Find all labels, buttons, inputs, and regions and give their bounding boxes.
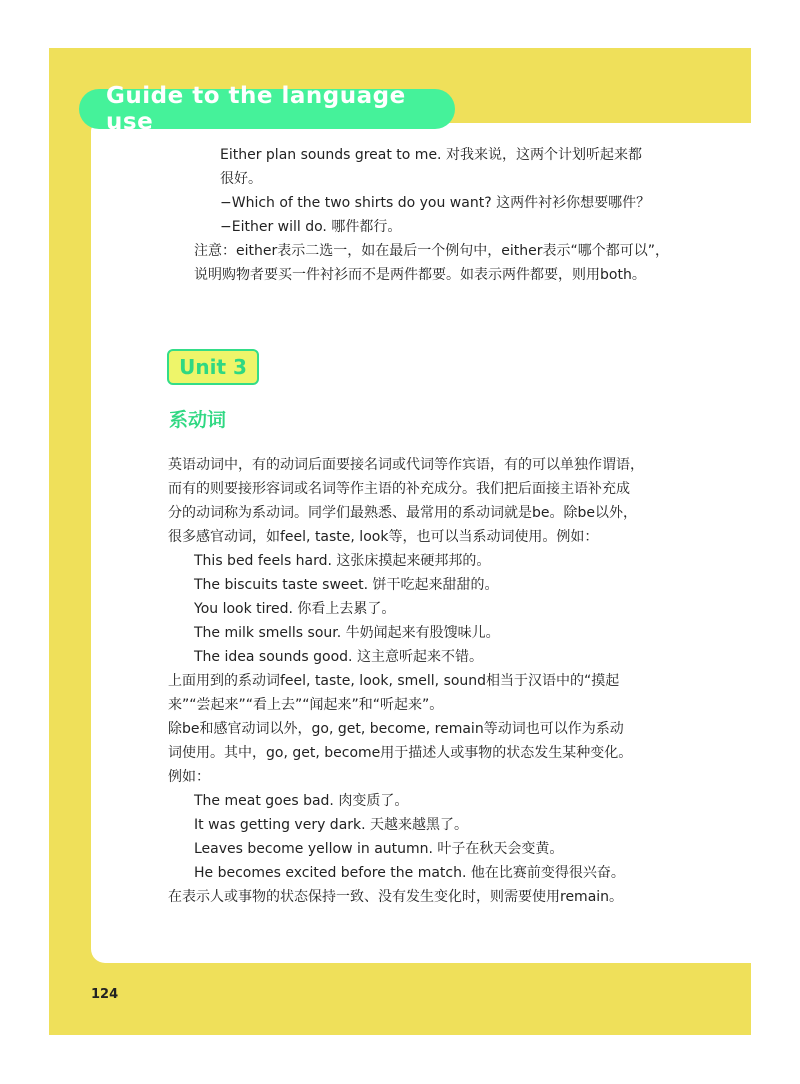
- example-line: This bed feels hard. 这张床摸起来硬邦邦的。: [194, 553, 491, 569]
- section-banner: [79, 83, 455, 135]
- body-line: 很多感官动词，如feel, taste, look等，也可以当系动词使用。例如：: [168, 529, 599, 545]
- example-line: You look tired. 你看上去累了。: [194, 601, 396, 617]
- body-line: 而有的则要接形容词或名词等作主语的补充成分。我们把后面接主语补充成: [168, 481, 630, 497]
- example-line: The biscuits taste sweet. 饼干吃起来甜甜的。: [194, 577, 499, 593]
- intro-line: −Which of the two shirts do you want? 这两件衬衫你想要哪件？: [220, 195, 651, 211]
- intro-note: [194, 239, 669, 287]
- closing-line: 在表示人或事物的状态保持一致、没有发生变化时，则需要使用remain。: [168, 889, 624, 905]
- note-line: 说明购物者要买一件衬衫而不是两件都要。如表示两件都要，则用both。: [194, 267, 646, 283]
- intro-line: 很好。: [220, 171, 262, 187]
- intro-line: −Either will do. 哪件都行。: [220, 219, 402, 235]
- unit-badge-label: Unit 3: [179, 355, 247, 379]
- body-line: 来”“尝起来”“看上去”“闻起来”和“听起来”。: [168, 697, 444, 713]
- example-line: The milk smells sour. 牛奶闻起来有股馊味儿。: [194, 625, 500, 641]
- example-line: He becomes excited before the match. 他在比赛前变得很兴奋。: [194, 865, 625, 881]
- unit-body: [168, 453, 644, 909]
- section-heading: 系动词: [169, 409, 227, 431]
- example-line: The meat goes bad. 肉变质了。: [194, 793, 409, 809]
- example-line: It was getting very dark. 天越来越黑了。: [194, 817, 469, 833]
- banner-title: Guide to the language use: [106, 83, 406, 135]
- intro-examples: [220, 143, 650, 239]
- intro-line: Either plan sounds great to me. 对我来说，这两个计划听起来都: [220, 147, 642, 163]
- example-line: Leaves become yellow in autumn. 叶子在秋天会变黄。: [194, 841, 564, 857]
- body-line: 除be和感官动词以外，go, get, become, remain等动词也可以作为系动: [168, 721, 624, 737]
- page-number: 124: [91, 987, 119, 1002]
- unit-badge: [167, 349, 259, 385]
- body-line: 英语动词中，有的动词后面要接名词或代词等作宾语，有的可以单独作谓语，: [168, 457, 644, 473]
- note-line: 注意：either表示二选一，如在最后一个例句中，either表示“哪个都可以”，: [194, 243, 669, 259]
- body-line: 上面用到的系动词feel, taste, look, smell, sound相当于汉语中的“摸起: [168, 673, 620, 689]
- example-line: The idea sounds good. 这主意听起来不错。: [194, 649, 483, 665]
- body-line: 词使用。其中，go, get, become用于描述人或事物的状态发生某种变化。: [168, 745, 633, 761]
- body-line: 例如：: [168, 769, 210, 785]
- body-line: 分的动词称为系动词。同学们最熟悉、最常用的系动词就是be。除be以外，: [168, 505, 637, 521]
